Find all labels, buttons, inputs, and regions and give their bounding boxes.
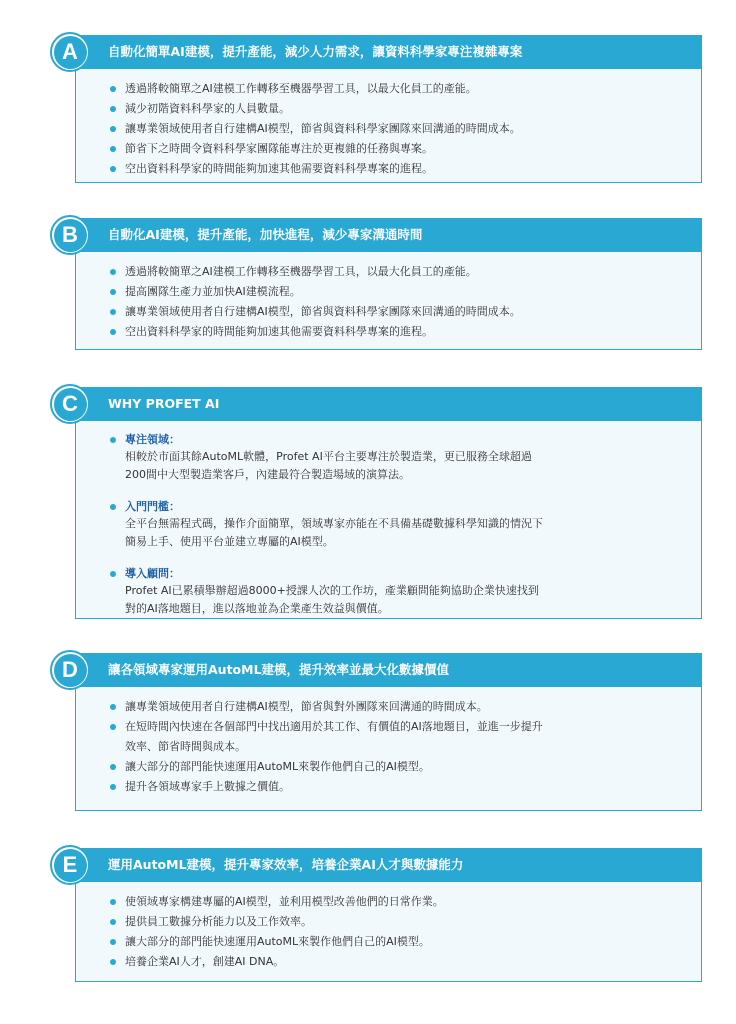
bullet-icon	[110, 724, 116, 730]
section-c-content	[75, 421, 702, 619]
section-d-title: 讓各領域專家運用AutoML建模，提升效率並最大化數據價值	[78, 653, 702, 687]
why-point-title: 入門門檻：	[125, 500, 180, 513]
bullet-icon	[110, 784, 116, 790]
why-point-consulting: 導入顧問： Profet AI已累積舉辦超過8000+授課人次的工作坊，產業顧問能夠協助企業快速找到 對的AI落地題目，進以落地並為企業產生效益與價值。	[110, 565, 701, 618]
section-a-letter: A	[54, 36, 87, 69]
bullet-icon	[110, 146, 116, 152]
bullet-icon	[110, 764, 116, 770]
list-item: 空出資料科學家的時間能夠加速其他需要資料科學專案的進程。	[110, 322, 701, 342]
list-item: 提供員工數據分析能力以及工作效率。	[110, 912, 701, 932]
section-d-letter: D	[54, 654, 87, 687]
bullet-icon	[110, 504, 116, 510]
list-item: 提升各領域專家手上數據之價值。	[110, 777, 701, 797]
list-item: 在短時間內快速在各個部門中找出適用於其工作、有價值的AI落地題目，並進一步提升 效率、節省時間與成本。	[110, 717, 701, 757]
list-item: 透過將較簡單之AI建模工作轉移至機器學習工具，以最大化員工的產能。	[110, 262, 701, 282]
list-item: 讓專業領域使用者自行建構AI模型，節省與資料科學家團隊來回溝通的時間成本。	[110, 119, 701, 139]
section-e-badge	[50, 845, 90, 885]
section-b-badge	[50, 215, 90, 255]
bullet-icon	[110, 571, 116, 577]
bullet-icon	[110, 329, 116, 335]
bullet-icon	[110, 166, 116, 172]
section-c-title: WHY PROFET AI	[78, 387, 702, 421]
list-item: 使領域專家構建專屬的AI模型，並利用模型改善他們的日常作業。	[110, 892, 701, 912]
list-item: 空出資料科學家的時間能夠加速其他需要資料科學專案的進程。	[110, 159, 701, 179]
section-a-content	[75, 69, 702, 183]
list-item: 透過將較簡單之AI建模工作轉移至機器學習工具，以最大化員工的產能。	[110, 79, 701, 99]
list-item: 提高團隊生產力並加快AI建模流程。	[110, 282, 701, 302]
list-item: 讓大部分的部門能快速運用AutoML來製作他們自己的AI模型。	[110, 757, 701, 777]
bullet-icon	[110, 704, 116, 710]
section-d-badge	[50, 650, 90, 690]
bullet-icon	[110, 939, 116, 945]
why-point-focus: 專注領域： 相較於市面其餘AutoML軟體，Profet AI平台主要專注於製造業，更已服務全球超過 200間中大型製造業客戶，內建最符合製造場域的演算法。	[110, 431, 701, 484]
section-b-letter: B	[54, 219, 87, 252]
list-item: 減少初階資料科學家的人員數量。	[110, 99, 701, 119]
bullet-icon	[110, 289, 116, 295]
section-a-title: 自動化簡單AI建模，提升產能，減少人力需求，讓資料科學家專注複雜專案	[78, 35, 702, 69]
section-c-badge	[50, 384, 90, 424]
why-point-entry: 入門門檻： 全平台無需程式碼，操作介面簡單，領域專家亦能在不具備基礎數據科學知識的情況下 簡易上手、使用平台並建立專屬的AI模型。	[110, 498, 701, 551]
bullet-icon	[110, 437, 116, 443]
bullet-icon	[110, 919, 116, 925]
section-c-letter: C	[54, 388, 87, 421]
why-point-title: 導入顧問：	[125, 567, 180, 580]
list-item: 讓專業領域使用者自行建構AI模型，節省與資料科學家團隊來回溝通的時間成本。	[110, 302, 701, 322]
why-point-title: 專注領域：	[125, 433, 180, 446]
section-e-letter: E	[54, 849, 87, 882]
bullet-icon	[110, 86, 116, 92]
section-a-badge	[50, 32, 90, 72]
bullet-icon	[110, 959, 116, 965]
bullet-icon	[110, 126, 116, 132]
bullet-icon	[110, 269, 116, 275]
section-e-title: 運用AutoML建模，提升專家效率，培養企業AI人才與數據能力	[78, 848, 702, 882]
bullet-icon	[110, 106, 116, 112]
list-item: 讓大部分的部門能快速運用AutoML來製作他們自己的AI模型。	[110, 932, 701, 952]
section-e-content	[75, 882, 702, 982]
list-item: 節省下之時間令資料科學家團隊能專注於更複雜的任務與專案。	[110, 139, 701, 159]
section-d-content	[75, 687, 702, 811]
list-item: 培養企業AI人才，創建AI DNA。	[110, 952, 701, 972]
section-b-content	[75, 252, 702, 350]
list-item: 讓專業領域使用者自行建構AI模型，節省與對外團隊來回溝通的時間成本。	[110, 697, 701, 717]
bullet-icon	[110, 309, 116, 315]
bullet-icon	[110, 899, 116, 905]
section-b-title: 自動化AI建模，提升產能，加快進程，減少專家溝通時間	[78, 218, 702, 252]
